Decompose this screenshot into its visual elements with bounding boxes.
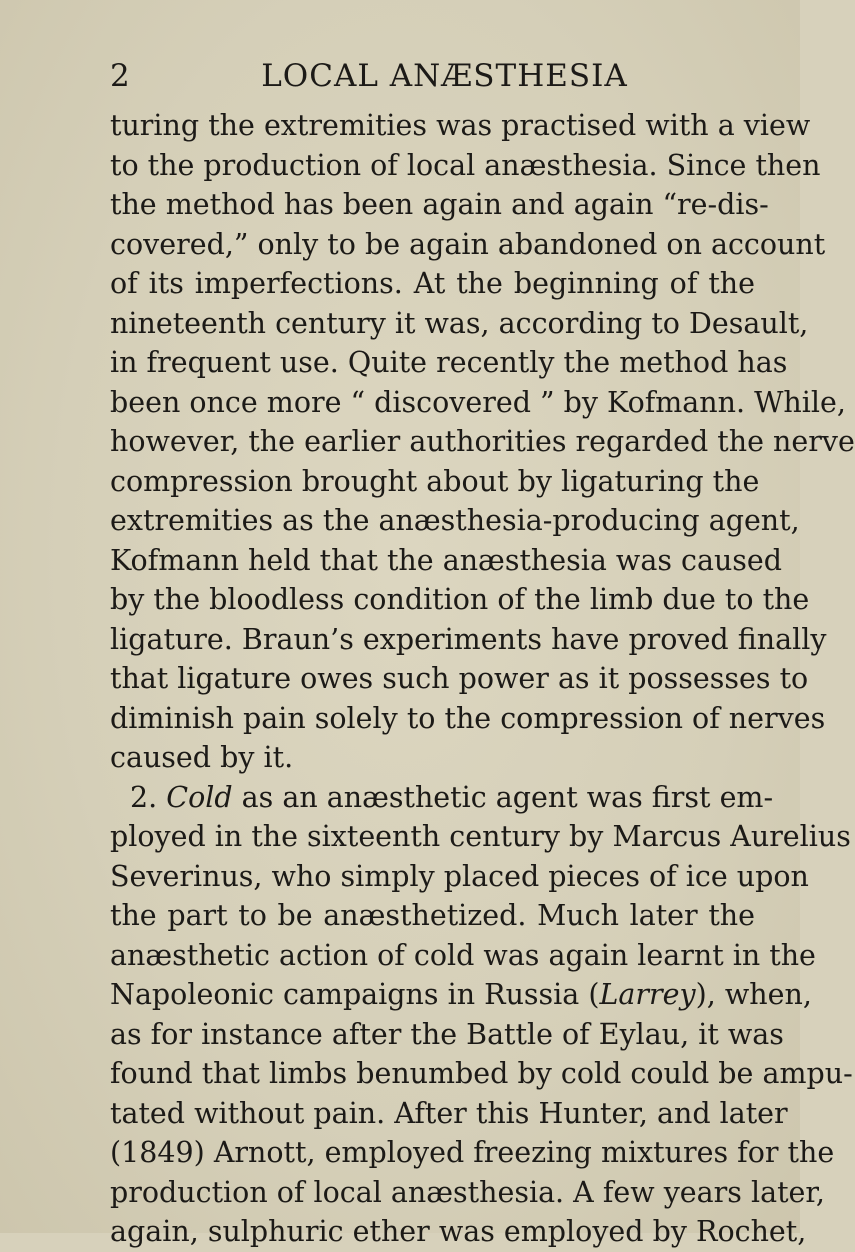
text-line: diminish pain solely to the compression of nerves (110, 701, 826, 735)
line-segment: as an anæsthetic agent was first em- (232, 780, 774, 814)
text-line: ployed in the sixteenth century by Marcus Aurelius (110, 820, 851, 853)
text-line: as for instance after the Battle of Eylau, it was (110, 1017, 784, 1051)
body-text (110, 106, 855, 1252)
text-line: tated without pain. After this Hunter, and later (110, 1096, 788, 1130)
text-line: compression brought about by ligaturing the (110, 464, 760, 498)
text-line: (1849) Arnott, employed freezing mixtures for the (110, 1136, 835, 1169)
text-line: caused by it. (110, 741, 294, 774)
text-line: ligature. Braun’s experiments have proved finally (110, 622, 827, 656)
text-line: covered,” only to be again abandoned on account (110, 227, 826, 261)
text-line: the method has been again and again “re-dis- (110, 188, 769, 221)
text-line: Kofmann held that the anæsthesia was caused (110, 543, 783, 577)
italic-name: Larrey (599, 978, 696, 1011)
text-line: of its imperfections. At the beginning of the (110, 267, 755, 300)
text-line: in frequent use. Quite recently the method has (110, 346, 788, 379)
text-line: Severinus, who simply placed pieces of ice upon (110, 859, 809, 893)
text-line: extremities as the anæsthesia-producing agent, (110, 504, 800, 537)
text-line: production of local anæsthesia. A few years later, (110, 1175, 825, 1209)
text-line (110, 975, 812, 1015)
text-line: anæsthetic action of cold was again learnt in the (110, 938, 816, 972)
text-line: however, the earlier authorities regarded the nerve (110, 425, 855, 458)
text-line: turing the extremities was practised with a view (110, 109, 811, 142)
running-head (110, 56, 755, 96)
text-line: by the bloodless condition of the limb due to the (110, 583, 810, 616)
line-segment: 2. (130, 780, 167, 814)
text-line-paragraph-start (110, 778, 774, 818)
text-line: been once more “ discovered ” by Kofmann. While, (110, 385, 846, 419)
running-title: LOCAL ANÆSTHESIA (261, 58, 628, 94)
text-line: to the production of local anæsthesia. Since then (110, 148, 821, 182)
text-line: nineteenth century it was, according to Desault, (110, 306, 809, 340)
line-segment: ), when, (695, 978, 812, 1011)
page-number: 2 (110, 58, 130, 94)
line-segment: Napoleonic campaigns in Russia ( (110, 978, 600, 1011)
text-line: that ligature owes such power as it possesses to (110, 662, 809, 695)
text-line: the part to be anæsthetized. Much later the (110, 899, 755, 932)
italic-term: Cold (166, 780, 233, 814)
text-line: found that limbs benumbed by cold could be ampu- (110, 1057, 853, 1090)
text-line: again, sulphuric ether was employed by Rochet, (110, 1215, 807, 1248)
